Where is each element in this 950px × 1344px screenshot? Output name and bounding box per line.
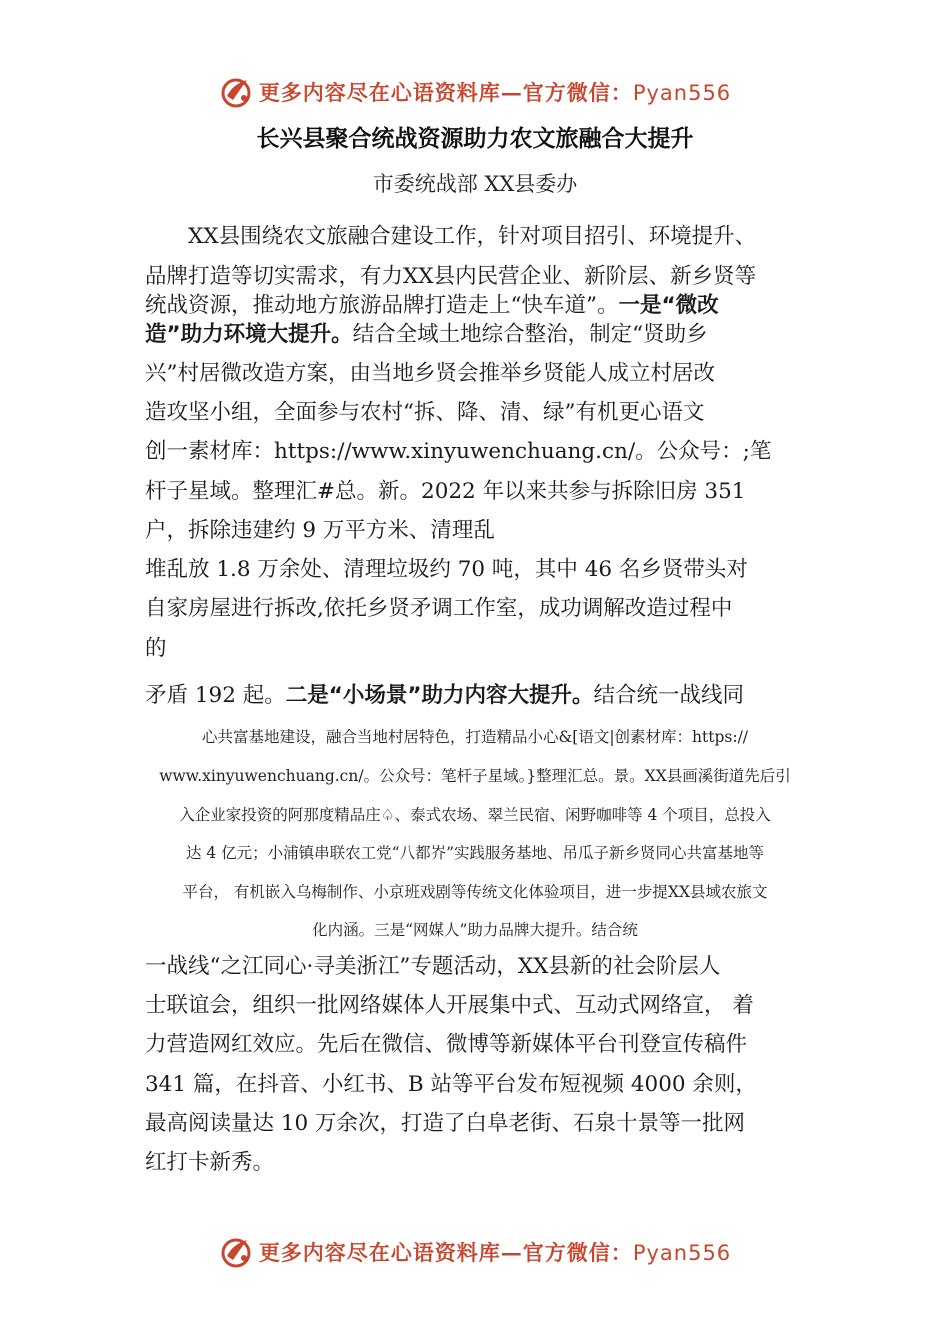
body-line: 一战线“之江同心·寻美浙江”专题活动，XX县新的社会阶层人 <box>145 954 721 979</box>
brush-logo-icon <box>219 1234 255 1270</box>
body-line: 品牌打造等切实需求，有力XX县内民营企业、新阶层、新乡贤等 <box>145 264 757 289</box>
body-line: 的 <box>145 636 167 661</box>
small-line: 平台， 有机嵌入乌梅制作、小京班戏剧等传统文化体验项目，进一步提XX县域农旅文 <box>182 883 768 901</box>
body-line: 矛盾 192 起。二是“小场景”助力内容大提升。结合统一战线同 <box>145 683 744 708</box>
banner-text: 更多内容尽在心语资料库—官方微信：Pyan556 <box>258 1240 732 1265</box>
section-heading-1b: 造”助力环境大提升。 <box>145 322 353 347</box>
small-line: 心共富基地建设，融合当地村居特色，打造精品小心&[语文|创素材库：https:// <box>201 728 749 746</box>
footer-watermark-banner <box>0 1232 950 1272</box>
body-line: 杆子星域。整理汇#总。新。2022 年以来共参与拆除旧房 351 <box>145 479 746 504</box>
body-line: 造”助力环境大提升。结合全域土地综合整治，制定“贤助乡 <box>145 322 708 347</box>
body-line: 341 篇，在抖音、小红书、B 站等平台发布短视频 4000 余则， <box>145 1072 757 1097</box>
section-heading-2: 二是“小场景”助力内容大提升。 <box>285 683 594 708</box>
body-line: 户，拆除违建约 9 万平方米、清理乱 <box>145 518 495 543</box>
body-line: 兴”村居微改造方案，由当地乡贤会推举乡贤能人成立村居改 <box>145 361 715 386</box>
brush-logo-icon <box>219 74 255 110</box>
section-heading-1a: 一是“微改 <box>618 293 719 318</box>
body-line: 造攻坚小组，全面参与农村“拆、降、清、绿”有机更心语文 <box>145 400 705 425</box>
small-line: 达 4 亿元；小浦镇串联农工党“八都岕”实践服务基地、吊瓜子新乡贤同心共富基地等 <box>185 844 765 862</box>
small-line: www.xinyuwenchuang.cn/。公众号：笔杆子星域。}整理汇总。景。XX县画溪街道先后引 <box>159 767 791 785</box>
banner-text: 更多内容尽在心语资料库—官方微信：Pyan556 <box>258 80 732 105</box>
body-line: 士联谊会，组织一批网络媒体人开展集中式、互动式网络宣， 着 <box>145 993 754 1018</box>
body-line: 自家房屋进行拆改,依托乡贤矛调工作室，成功调解改造过程中 <box>145 596 733 621</box>
small-line: 入企业家投资的阿那度精品庄♤、泰式农场、翠兰民宿、闲野咖啡等 4 个项目，总投入 <box>179 806 771 824</box>
small-line: 化内涵。三是“网媒人”助力品牌大提升。结合统 <box>312 921 638 939</box>
body-line: XX县围绕农文旅融合建设工作，针对项目招引、环境提升、 <box>145 224 757 249</box>
body-line: 力营造网红效应。先后在微信、微博等新媒体平台刊登宣传稿件 <box>145 1032 748 1057</box>
document-title: 长兴县聚合统战资源助力农文旅融合大提升 <box>256 125 694 152</box>
body-line: 堆乱放 1.8 万余处、清理垃圾约 70 吨，其中 46 名乡贤带头对 <box>145 557 748 582</box>
document-author: 市委统战部 XX县委办 <box>372 172 578 196</box>
header-watermark-banner <box>0 72 950 112</box>
body-line: 创一素材库：https://www.xinyuwenchuang.cn/。公众号：;笔 <box>145 439 772 464</box>
body-line: 红打卡新秀。 <box>145 1150 275 1175</box>
body-line: 最高阅读量达 10 万余次，打造了白阜老街、石泉十景等一批网 <box>145 1111 746 1136</box>
body-line: 统战资源，推动地方旅游品牌打造走上“快车道”。一是“微改 <box>145 293 719 318</box>
